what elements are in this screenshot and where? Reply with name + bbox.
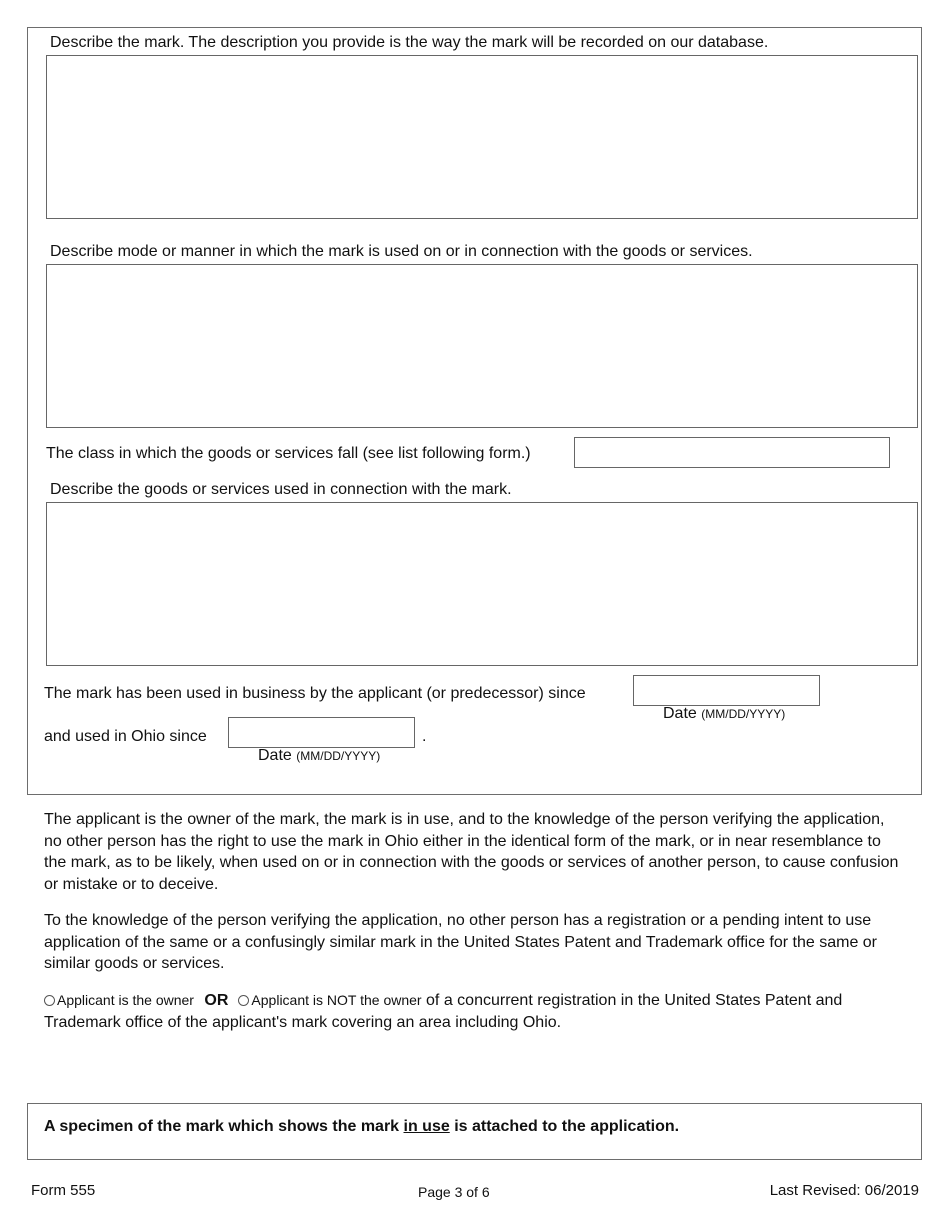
- not-owner-option-label: Applicant is NOT the owner: [251, 992, 422, 1008]
- last-revised: Last Revised: 06/2019: [769, 1182, 919, 1199]
- first-use-date-field[interactable]: [633, 675, 820, 706]
- class-label: The class in which the goods or services fall (see list following form.): [46, 445, 531, 462]
- form-number: Form 555: [31, 1182, 96, 1199]
- ohio-since-label: and used in Ohio since: [44, 728, 207, 745]
- goods-services-field[interactable]: [46, 502, 918, 666]
- mark-description-label: Describe the mark. The description you provide is the way the mark will be recorded on our database.: [50, 34, 769, 51]
- ohio-use-date-field[interactable]: [228, 717, 415, 748]
- ohio-use-date-caption: Date (MM/DD/YYYY): [258, 747, 381, 764]
- ownership-statement: The applicant is the owner of the mark, the mark is in use, and to the knowledge of the person verifying the application, no other person has the right to use the mark in Ohio either in the identical form of the mark, or in near resemblance to the mark, as to be likely, when used on or in connection with the goods or services of another person, to cause confusion or mistake or to deceive.: [44, 811, 899, 893]
- goods-services-textarea[interactable]: [47, 503, 917, 665]
- owner-option-label: Applicant is the owner: [57, 992, 194, 1008]
- owner-radio[interactable]: [44, 995, 55, 1006]
- class-field[interactable]: [574, 437, 890, 468]
- specimen-box: [27, 1103, 922, 1160]
- mode-of-use-textarea[interactable]: [47, 265, 917, 427]
- in-use-underlined: in use: [403, 1118, 450, 1135]
- class-input[interactable]: [575, 438, 889, 467]
- mode-of-use-label: Describe mode or manner in which the mark is used on or in connection with the goods or services.: [50, 243, 753, 260]
- first-use-date-caption: Date (MM/DD/YYYY): [663, 705, 786, 722]
- ohio-use-date-input[interactable]: [229, 718, 414, 747]
- mark-description-field[interactable]: [46, 55, 918, 219]
- page-number: Page 3 of 6: [418, 1184, 490, 1200]
- mark-description-textarea[interactable]: [47, 56, 917, 218]
- mode-of-use-field[interactable]: [46, 264, 918, 428]
- specimen-statement: A specimen of the mark which shows the mark in use is attached to the application.: [44, 1118, 680, 1135]
- goods-services-label: Describe the goods or services used in connection with the mark.: [50, 481, 512, 498]
- first-use-date-input[interactable]: [634, 676, 819, 705]
- not-owner-radio[interactable]: [238, 995, 249, 1006]
- or-text: OR: [204, 992, 229, 1009]
- used-since-label: The mark has been used in business by the applicant (or predecessor) since: [44, 685, 586, 702]
- concurrent-registration-statement: [44, 990, 906, 1033]
- concurrent-text: of a concurrent registration in the United States Patent and Trademark office of the applicant's mark covering an area including Ohio.: [44, 992, 843, 1031]
- no-conflict-statement: To the knowledge of the person verifying the application, no other person has a registration or a pending intent to use application of the same or a confusingly similar mark in the United States Patent and Trademark office for the same or similar goods or services.: [44, 912, 878, 972]
- period: .: [422, 728, 427, 745]
